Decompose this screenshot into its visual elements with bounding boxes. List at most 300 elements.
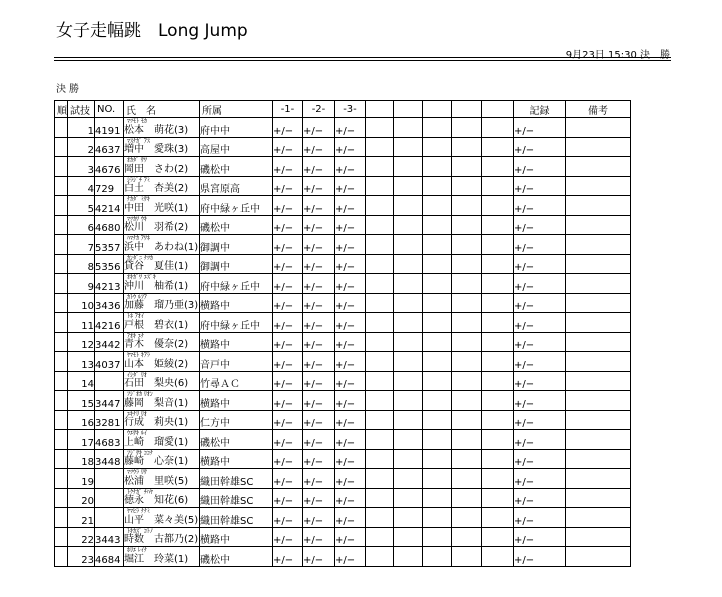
athlete-name: 青木 優奈(2) bbox=[124, 339, 189, 350]
attempt-1-cell: +/− bbox=[273, 410, 303, 430]
rank-cell bbox=[55, 176, 68, 196]
affiliation-cell: 県宮原高 bbox=[200, 176, 273, 196]
affiliation-cell: 御調中 bbox=[200, 235, 273, 255]
athlete-name: 松川 羽希(2) bbox=[124, 222, 189, 233]
athlete-name: 藤岡 梨音(1) bbox=[124, 397, 189, 409]
athlete-name: 加藤 瑠乃亜(3) bbox=[124, 300, 199, 311]
attempt-2-cell: +/− bbox=[303, 293, 335, 313]
blank-cell bbox=[452, 235, 482, 255]
blank-cell bbox=[366, 254, 394, 274]
attempt-3-cell: +/− bbox=[335, 449, 366, 469]
rank-cell bbox=[55, 254, 68, 274]
blank-cell bbox=[452, 391, 482, 411]
blank-cell bbox=[482, 196, 514, 216]
blank-cell bbox=[452, 449, 482, 469]
blank-cell bbox=[394, 391, 423, 411]
attempt-2-cell: +/− bbox=[303, 391, 335, 411]
attempt-3-cell: +/− bbox=[335, 274, 366, 294]
athlete-kana: ﾎﾘｴ ﾚｲﾅ bbox=[127, 547, 147, 554]
athlete-name-cell bbox=[124, 313, 200, 333]
trial-order-cell: 10 bbox=[68, 293, 95, 313]
athlete-name-cell bbox=[124, 527, 200, 547]
athlete-kana: ｱｵｷ ﾕﾅ bbox=[127, 332, 144, 340]
remarks-cell bbox=[566, 176, 631, 196]
blank-cell bbox=[452, 137, 482, 157]
blank-cell bbox=[394, 410, 423, 430]
record-cell: +/− bbox=[514, 137, 566, 157]
event-meta bbox=[566, 46, 670, 61]
rank-cell bbox=[55, 196, 68, 216]
header-divider-double bbox=[54, 60, 671, 61]
bib-cell: 3443 bbox=[95, 527, 124, 547]
athlete-name-cell bbox=[124, 469, 200, 489]
athlete-name-cell bbox=[124, 235, 200, 255]
trial-order-cell: 19 bbox=[68, 469, 95, 489]
blank-cell bbox=[366, 215, 394, 235]
blank-cell bbox=[482, 118, 514, 138]
attempt-3-cell: +/− bbox=[335, 332, 366, 352]
table-row bbox=[55, 332, 631, 352]
rank-cell bbox=[55, 313, 68, 333]
blank-cell bbox=[452, 313, 482, 333]
athlete-name: 堀江 玲菜(1) bbox=[124, 553, 189, 565]
athlete-name-cell bbox=[124, 352, 200, 372]
blank-cell bbox=[423, 508, 452, 528]
athlete-name: 沖川 柚希(1) bbox=[124, 280, 189, 292]
blank-cell bbox=[394, 430, 423, 450]
col-attempt-2: -2- bbox=[303, 101, 335, 118]
athlete-name: 白土 杏美(2) bbox=[124, 183, 189, 194]
record-cell: +/− bbox=[514, 449, 566, 469]
bib-cell bbox=[95, 508, 124, 528]
athlete-name-cell bbox=[124, 274, 200, 294]
athlete-name-cell bbox=[124, 508, 200, 528]
table-row bbox=[55, 391, 631, 411]
blank-cell bbox=[482, 547, 514, 567]
blank-cell bbox=[482, 157, 514, 177]
table-row bbox=[55, 254, 631, 274]
rank-cell bbox=[55, 410, 68, 430]
bib-cell: 4683 bbox=[95, 430, 124, 450]
attempt-1-cell: +/− bbox=[273, 527, 303, 547]
attempt-3-cell: +/− bbox=[335, 176, 366, 196]
remarks-cell bbox=[566, 371, 631, 391]
record-cell: +/− bbox=[514, 235, 566, 255]
blank-cell bbox=[394, 118, 423, 138]
blank-cell bbox=[482, 313, 514, 333]
trial-order-cell: 8 bbox=[68, 254, 95, 274]
affiliation-cell: 磯松中 bbox=[200, 215, 273, 235]
blank-cell bbox=[423, 293, 452, 313]
record-cell: +/− bbox=[514, 391, 566, 411]
blank-cell bbox=[423, 313, 452, 333]
athlete-kana: ﾔﾏﾋﾗ ﾅﾅﾐ bbox=[127, 508, 150, 515]
attempt-2-cell: +/− bbox=[303, 410, 335, 430]
blank-cell bbox=[482, 410, 514, 430]
attempt-2-cell: +/− bbox=[303, 371, 335, 391]
trial-order-cell: 18 bbox=[68, 449, 95, 469]
athlete-name-cell bbox=[124, 293, 200, 313]
athlete-name-cell bbox=[124, 176, 200, 196]
attempt-1-cell: +/− bbox=[273, 371, 303, 391]
athlete-kana: ﾌｼﾞｻｷ ｺｺﾅ bbox=[127, 449, 153, 457]
blank-cell bbox=[423, 410, 452, 430]
blank-cell bbox=[452, 215, 482, 235]
attempt-2-cell: +/− bbox=[303, 508, 335, 528]
athlete-name: 山本 姫綾(2) bbox=[124, 358, 189, 370]
blank-cell bbox=[366, 235, 394, 255]
blank-cell bbox=[452, 352, 482, 372]
attempt-3-cell: +/− bbox=[335, 157, 366, 177]
remarks-cell bbox=[566, 449, 631, 469]
attempt-1-cell: +/− bbox=[273, 449, 303, 469]
blank-cell bbox=[423, 430, 452, 450]
attempt-1-cell: +/− bbox=[273, 488, 303, 508]
affiliation-cell: 竹尋ＡＣ bbox=[200, 371, 273, 391]
attempt-3-cell: +/− bbox=[335, 410, 366, 430]
table-row bbox=[55, 137, 631, 157]
blank-cell bbox=[482, 391, 514, 411]
attempt-2-cell: +/− bbox=[303, 196, 335, 216]
table-row bbox=[55, 410, 631, 430]
blank-cell bbox=[394, 488, 423, 508]
blank-cell bbox=[423, 371, 452, 391]
table-row bbox=[55, 430, 631, 450]
athlete-name: 松本 萌花(3) bbox=[124, 124, 189, 136]
remarks-cell bbox=[566, 410, 631, 430]
athlete-name-cell bbox=[124, 371, 200, 391]
trial-order-cell: 11 bbox=[68, 313, 95, 333]
attempt-2-cell: +/− bbox=[303, 430, 335, 450]
attempt-2-cell: +/− bbox=[303, 254, 335, 274]
attempt-2-cell: +/− bbox=[303, 137, 335, 157]
trial-order-cell: 6 bbox=[68, 215, 95, 235]
attempt-3-cell: +/− bbox=[335, 215, 366, 235]
trial-order-cell: 13 bbox=[68, 352, 95, 372]
blank-cell bbox=[423, 157, 452, 177]
blank-cell bbox=[394, 137, 423, 157]
blank-cell bbox=[452, 469, 482, 489]
athlete-kana: ﾄﾈ ｱｵｲ bbox=[127, 313, 144, 320]
header-divider bbox=[54, 57, 671, 58]
attempt-1-cell: +/− bbox=[273, 157, 303, 177]
blank-cell bbox=[394, 196, 423, 216]
trial-order-cell: 20 bbox=[68, 488, 95, 508]
table-row bbox=[55, 274, 631, 294]
blank-cell bbox=[482, 430, 514, 450]
blank-cell bbox=[366, 332, 394, 352]
athlete-name-cell bbox=[124, 196, 200, 216]
rank-cell bbox=[55, 332, 68, 352]
trial-order-cell: 22 bbox=[68, 527, 95, 547]
athlete-name-cell bbox=[124, 332, 200, 352]
blank-cell bbox=[482, 293, 514, 313]
blank-cell bbox=[366, 547, 394, 567]
blank-cell bbox=[482, 254, 514, 274]
table-row bbox=[55, 352, 631, 372]
attempt-2-cell: +/− bbox=[303, 332, 335, 352]
record-cell: +/− bbox=[514, 371, 566, 391]
record-cell: +/− bbox=[514, 527, 566, 547]
athlete-name: 行成 莉央(1) bbox=[124, 417, 189, 428]
attempt-1-cell: +/− bbox=[273, 254, 303, 274]
blank-cell bbox=[452, 547, 482, 567]
athlete-kana: ﾏﾂｶﾜ ｳｷ bbox=[127, 215, 147, 223]
athlete-name: 時数 古都乃(2) bbox=[124, 534, 199, 545]
rank-cell bbox=[55, 430, 68, 450]
athlete-name-cell bbox=[124, 547, 200, 567]
trial-order-cell: 14 bbox=[68, 371, 95, 391]
record-cell: +/− bbox=[514, 332, 566, 352]
rank-cell bbox=[55, 547, 68, 567]
athlete-kana: ﾅｶﾀﾞ ﾐｻｷ bbox=[127, 196, 150, 203]
affiliation-cell: 織田幹雄SC bbox=[200, 508, 273, 528]
blank-cell bbox=[482, 488, 514, 508]
table-row bbox=[55, 508, 631, 528]
section-label: 決勝 bbox=[56, 84, 82, 95]
bib-cell: 4214 bbox=[95, 196, 124, 216]
record-cell: +/− bbox=[514, 196, 566, 216]
attempt-1-cell: +/− bbox=[273, 118, 303, 138]
col-blank bbox=[452, 101, 482, 118]
attempt-1-cell: +/− bbox=[273, 352, 303, 372]
athlete-name: 山平 菜々美(5) bbox=[124, 514, 199, 526]
attempt-1-cell: +/− bbox=[273, 430, 303, 450]
blank-cell bbox=[452, 332, 482, 352]
bib-cell: 4037 bbox=[95, 352, 124, 372]
blank-cell bbox=[423, 118, 452, 138]
col-record: 記録 bbox=[514, 101, 566, 118]
blank-cell bbox=[423, 196, 452, 216]
blank-cell bbox=[482, 508, 514, 528]
bib-cell: 4680 bbox=[95, 215, 124, 235]
bib-cell: 4216 bbox=[95, 313, 124, 333]
affiliation-cell: 横路中 bbox=[200, 391, 273, 411]
table-row bbox=[55, 118, 631, 138]
record-cell: +/− bbox=[514, 469, 566, 489]
blank-cell bbox=[366, 449, 394, 469]
attempt-1-cell: +/− bbox=[273, 274, 303, 294]
blank-cell bbox=[452, 488, 482, 508]
table-row bbox=[55, 449, 631, 469]
affiliation-cell: 府中緑ヶ丘中 bbox=[200, 196, 273, 216]
rank-cell bbox=[55, 137, 68, 157]
attempt-3-cell: +/− bbox=[335, 508, 366, 528]
blank-cell bbox=[394, 527, 423, 547]
athlete-kana: ﾕｷﾅﾘ ﾘｵ bbox=[127, 410, 147, 418]
rank-cell bbox=[55, 274, 68, 294]
bib-cell: 4637 bbox=[95, 137, 124, 157]
trial-order-cell: 5 bbox=[68, 196, 95, 216]
remarks-cell bbox=[566, 430, 631, 450]
col-rank: 順 bbox=[55, 101, 68, 118]
athlete-name: 岡田 さわ(2) bbox=[124, 163, 189, 175]
athlete-kana: ｲｼﾀﾞ ﾘｵ bbox=[127, 371, 147, 379]
table-row bbox=[55, 469, 631, 489]
rank-cell bbox=[55, 488, 68, 508]
affiliation-cell: 仁方中 bbox=[200, 410, 273, 430]
blank-cell bbox=[366, 118, 394, 138]
attempt-1-cell: +/− bbox=[273, 391, 303, 411]
blank-cell bbox=[482, 469, 514, 489]
page-title: 女子走幅跳 Long Jump bbox=[56, 21, 248, 41]
attempt-1-cell: +/− bbox=[273, 235, 303, 255]
blank-cell bbox=[423, 469, 452, 489]
attempt-2-cell: +/− bbox=[303, 176, 335, 196]
table-header-row bbox=[55, 101, 631, 118]
blank-cell bbox=[452, 371, 482, 391]
record-cell: +/− bbox=[514, 547, 566, 567]
athlete-name-cell bbox=[124, 215, 200, 235]
blank-cell bbox=[394, 352, 423, 372]
blank-cell bbox=[366, 274, 394, 294]
record-cell: +/− bbox=[514, 430, 566, 450]
col-blank bbox=[482, 101, 514, 118]
blank-cell bbox=[366, 488, 394, 508]
blank-cell bbox=[452, 157, 482, 177]
bib-cell bbox=[95, 488, 124, 508]
rank-cell bbox=[55, 118, 68, 138]
col-blank bbox=[366, 101, 394, 118]
blank-cell bbox=[366, 176, 394, 196]
blank-cell bbox=[394, 332, 423, 352]
blank-cell bbox=[394, 176, 423, 196]
blank-cell bbox=[482, 235, 514, 255]
bib-cell: 729 bbox=[95, 176, 124, 196]
blank-cell bbox=[452, 430, 482, 450]
table-row bbox=[55, 176, 631, 196]
bib-cell: 3448 bbox=[95, 449, 124, 469]
blank-cell bbox=[423, 449, 452, 469]
blank-cell bbox=[366, 313, 394, 333]
record-cell: +/− bbox=[514, 254, 566, 274]
blank-cell bbox=[452, 254, 482, 274]
trial-order-cell: 15 bbox=[68, 391, 95, 411]
athlete-kana: ﾊﾏﾅｶ ｱﾜﾈ bbox=[127, 235, 150, 242]
attempt-3-cell: +/− bbox=[335, 254, 366, 274]
blank-cell bbox=[366, 371, 394, 391]
affiliation-cell: 府中緑ヶ丘中 bbox=[200, 313, 273, 333]
blank-cell bbox=[366, 352, 394, 372]
bib-cell: 4213 bbox=[95, 274, 124, 294]
record-cell: +/− bbox=[514, 352, 566, 372]
attempt-3-cell: +/− bbox=[335, 371, 366, 391]
record-cell: +/− bbox=[514, 157, 566, 177]
remarks-cell bbox=[566, 215, 631, 235]
blank-cell bbox=[394, 469, 423, 489]
athlete-name-cell bbox=[124, 488, 200, 508]
affiliation-cell: 御調中 bbox=[200, 254, 273, 274]
athlete-kana: ｳｴｻｷ ﾙｲ bbox=[127, 430, 147, 437]
athlete-name-cell bbox=[124, 137, 200, 157]
athlete-kana: ｵｷｶﾞﾜ ﾕｽﾞｷ bbox=[127, 274, 156, 281]
athlete-kana: ﾏﾂｳﾗ ﾘｻ bbox=[127, 469, 147, 476]
col-name: 氏 名 bbox=[124, 101, 200, 118]
trial-order-cell: 23 bbox=[68, 547, 95, 567]
blank-cell bbox=[394, 508, 423, 528]
rank-cell bbox=[55, 391, 68, 411]
athlete-kana: ﾄｸﾅｶﾞ ﾁﾊﾔ bbox=[127, 488, 153, 496]
athlete-name: 増中 愛珠(3) bbox=[124, 144, 189, 155]
blank-cell bbox=[423, 176, 452, 196]
affiliation-cell: 横路中 bbox=[200, 332, 273, 352]
blank-cell bbox=[423, 137, 452, 157]
table-row bbox=[55, 313, 631, 333]
athlete-kana: ﾔﾏﾓﾄ ｷｱﾗ bbox=[127, 352, 150, 359]
blank-cell bbox=[482, 371, 514, 391]
athlete-name: 中田 光咲(1) bbox=[124, 202, 189, 214]
attempt-1-cell: +/− bbox=[273, 313, 303, 333]
blank-cell bbox=[423, 274, 452, 294]
results-body bbox=[55, 118, 631, 567]
table-row bbox=[55, 293, 631, 313]
trial-order-cell: 2 bbox=[68, 137, 95, 157]
blank-cell bbox=[482, 176, 514, 196]
affiliation-cell: 織田幹雄SC bbox=[200, 469, 273, 489]
blank-cell bbox=[394, 215, 423, 235]
blank-cell bbox=[366, 469, 394, 489]
affiliation-cell: 磯松中 bbox=[200, 430, 273, 450]
remarks-cell bbox=[566, 254, 631, 274]
blank-cell bbox=[423, 235, 452, 255]
attempt-2-cell: +/− bbox=[303, 215, 335, 235]
table-row bbox=[55, 547, 631, 567]
table-row bbox=[55, 215, 631, 235]
rank-cell bbox=[55, 371, 68, 391]
attempt-3-cell: +/− bbox=[335, 137, 366, 157]
blank-cell bbox=[452, 274, 482, 294]
attempt-1-cell: +/− bbox=[273, 137, 303, 157]
attempt-3-cell: +/− bbox=[335, 293, 366, 313]
attempt-2-cell: +/− bbox=[303, 313, 335, 333]
date-time: 9月23日 15:30 bbox=[565, 50, 637, 61]
remarks-cell bbox=[566, 157, 631, 177]
athlete-name-cell bbox=[124, 157, 200, 177]
table-row bbox=[55, 157, 631, 177]
attempt-1-cell: +/− bbox=[273, 176, 303, 196]
table-row bbox=[55, 488, 631, 508]
remarks-cell bbox=[566, 235, 631, 255]
record-cell: +/− bbox=[514, 410, 566, 430]
attempt-2-cell: +/− bbox=[303, 547, 335, 567]
blank-cell bbox=[394, 449, 423, 469]
blank-cell bbox=[423, 391, 452, 411]
blank-cell bbox=[482, 274, 514, 294]
record-cell: +/− bbox=[514, 176, 566, 196]
remarks-cell bbox=[566, 508, 631, 528]
remarks-cell bbox=[566, 352, 631, 372]
athlete-kana: ｼﾗｼﾞﾁ ｱﾐ bbox=[127, 176, 150, 184]
blank-cell bbox=[423, 547, 452, 567]
attempt-2-cell: +/− bbox=[303, 352, 335, 372]
bib-cell: 4684 bbox=[95, 547, 124, 567]
bib-cell bbox=[95, 469, 124, 489]
remarks-cell bbox=[566, 527, 631, 547]
record-cell: +/− bbox=[514, 508, 566, 528]
blank-cell bbox=[366, 137, 394, 157]
attempt-2-cell: +/− bbox=[303, 527, 335, 547]
trial-order-cell: 1 bbox=[68, 118, 95, 138]
attempt-3-cell: +/− bbox=[335, 196, 366, 216]
athlete-name: 貸谷 夏佳(1) bbox=[124, 261, 189, 272]
attempt-3-cell: +/− bbox=[335, 235, 366, 255]
trial-order-cell: 21 bbox=[68, 508, 95, 528]
blank-cell bbox=[366, 391, 394, 411]
attempt-3-cell: +/− bbox=[335, 488, 366, 508]
remarks-cell bbox=[566, 196, 631, 216]
athlete-kana: ｵｶﾀﾞ ｻﾜ bbox=[127, 157, 147, 164]
remarks-cell bbox=[566, 547, 631, 567]
